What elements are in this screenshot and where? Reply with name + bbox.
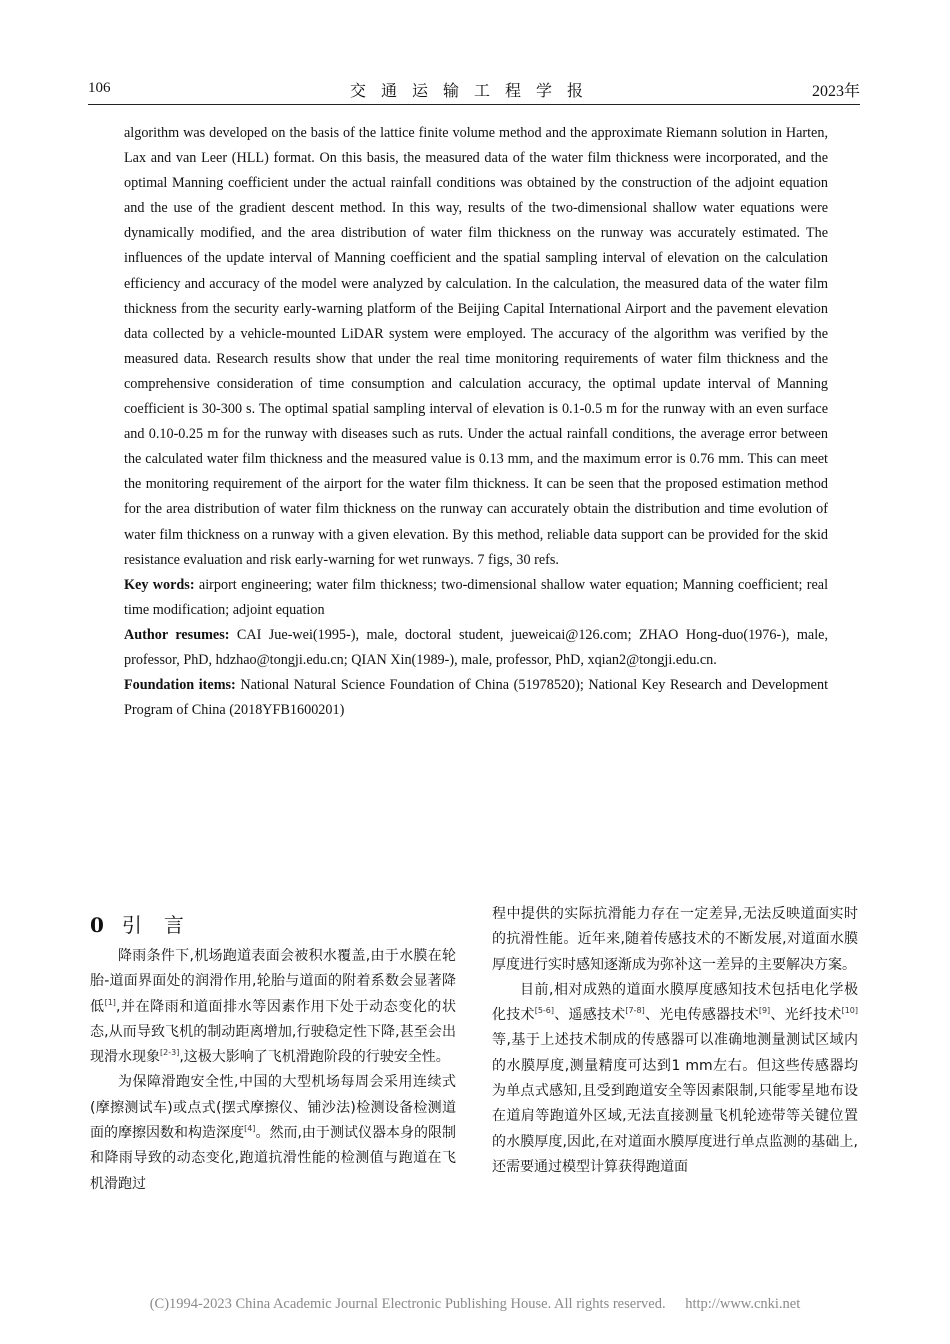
citation: [9] xyxy=(758,1006,771,1016)
paragraph: 目前,相对成熟的道面水膜厚度感知技术包括电化学极化技术[5-6]、遥感技术[7-8]、光电传感器技术[9]、光纤技术[10]等,基于上述技术制成的传感器可以准确地测量测试区域内的水膜厚度,测量精度可达到1 mm左右。但这些传感器均为单点式感知,且受到跑道安全等因素限制,只能零星地布设在道肩等跑道外区域,无法直接测量飞机轮迹带等关键位置的水膜厚度,因此,在对道面水膜厚度进行单点监测的基础上,还需要通过模型计算获得跑道面 xyxy=(492,981,859,1175)
keywords xyxy=(124,573,828,623)
authors-label: Author resumes: xyxy=(124,626,230,643)
issue-year: 2023年 xyxy=(811,83,860,100)
author-resumes xyxy=(124,623,828,673)
paragraph: 程中提供的实际抗滑能力存在一定差异,无法反映道面实时的抗滑性能。近年来,随着传感技术的不断发展,对道面水膜厚度进行实时感知逐渐成为弥补这一差异的主要解决方案。 xyxy=(492,906,858,973)
citation: [5-6] xyxy=(534,1006,555,1016)
citation: [1] xyxy=(104,997,116,1007)
foundation-label: Foundation items: xyxy=(124,677,236,694)
citation: [4] xyxy=(244,1124,256,1134)
right-column xyxy=(492,902,858,1180)
authors-text: CAI Jue-wei(1995-), male, doctoral student, jueweicai@126.com; ZHAO Hong-duo(1976-), male, professor, PhD, hdzhao@tongji.edu.cn; QIAN Xin(1989-), male, professor, PhD, xqian2@tongji.edu.cn. xyxy=(124,626,829,668)
section-title: 引言 xyxy=(121,913,206,937)
paragraph: 降雨条件下,机场跑道表面会被积水覆盖,由于水膜在轮胎-道面界面处的润滑作用,轮胎与道面的附着系数会显著降低[1],并在降雨和道面排水等因素作用下处于动态变化的状态,从而导致飞机的制动距离增加,行驶稳定性下降,甚至会出现滑水现象[2-3],这极大影响了飞机滑跑阶段的行驶安全性。 xyxy=(90,948,456,1066)
foundation-text: National Natural Science Foundation of China (51978520); National Key Research and Development Program of China (2018YFB1600201) xyxy=(124,677,829,719)
citation: [2-3] xyxy=(160,1048,180,1058)
section-number: 0 xyxy=(90,913,104,937)
english-abstract xyxy=(124,121,828,723)
foundation-items xyxy=(124,673,828,723)
abstract-body: algorithm was developed on the basis of the lattice finite volume method and the approximate Riemann solution in Harten, Lax and van Leer (HLL) format. On this basis, the measured data of the water film thickness were incorporated, and the optimal Manning coefficient under the actual rainfall conditions was obtained by the construction of the adjoint equation and the use of the gradient descent method. In this way, results of the two-dimensional shallow water equations were dynamically modified, and the area distribution of water film thickness on the runway was accurately estimated. The influences of the update interval of Manning coefficient and the spatial sampling interval of elevation on the calculation efficiency and accuracy of the model were analyzed by calculation. In the calculation, the measured data of the water film thickness from the security early-warning platform of the Beijing Capital International Airport and the pavement elevation data collected by a vehicle-mounted LiDAR system were employed. The accuracy of the algorithm was verified by the measured data. Research results show that under the real time monitoring requirements of water film thickness and the comprehensive consideration of time consumption and calculation accuracy, the optimal update interval of Manning coefficient is 30-300 s. The optimal spatial sampling interval of elevation is 0.1-0.5 m for the runway with an even surface and 0.10-0.25 m for the runway with diseases such as ruts. Under the actual rainfall conditions, the average error between the calculated water film thickness and the measured value is 0.13 mm, and the maximum error is 0.76 mm. This can meet the monitoring requirement of the airport for the water film thickness. It can be seen that the proposed estimation method for the area distribution of water film thickness on the runway can accurately obtain the distribution and time evolution of water film thickness on a runway with a given elevation. By this method, reliable data support can be provided for the skid resistance evaluation and risk early-warning for wet runways. 7 figs, 30 refs. xyxy=(124,125,828,568)
citation: [7-8] xyxy=(625,1006,645,1016)
left-column xyxy=(90,902,456,1197)
running-header xyxy=(88,78,860,105)
cnki-link[interactable]: http://www.cnki.net xyxy=(685,1296,801,1312)
journal-title: 交通运输工程学报 xyxy=(349,81,598,100)
paragraph: 为保障滑跑安全性,中国的大型机场每周会采用连续式(摩擦测试车)或点式(摆式摩擦仪、铺沙法)检测设备检测道面的摩擦因数和构造深度[4]。然而,由于测试仪器本身的限制和降雨导致的动态变化,跑道抗滑性能的检测值与跑道在飞机滑跑过 xyxy=(90,1074,457,1192)
copyright-footer xyxy=(0,1296,950,1313)
page-number: 106 xyxy=(88,80,111,96)
section-heading xyxy=(90,906,456,944)
keywords-label: Key words: xyxy=(124,576,195,593)
keywords-text: airport engineering; water film thickness; two-dimensional shallow water equation; Manning coefficient; real time modification; adjoint equation xyxy=(124,576,829,618)
copyright-text: (C)1994-2023 China Academic Journal Electronic Publishing House. All rights reserved. xyxy=(149,1296,666,1312)
citation: [10] xyxy=(841,1006,859,1016)
